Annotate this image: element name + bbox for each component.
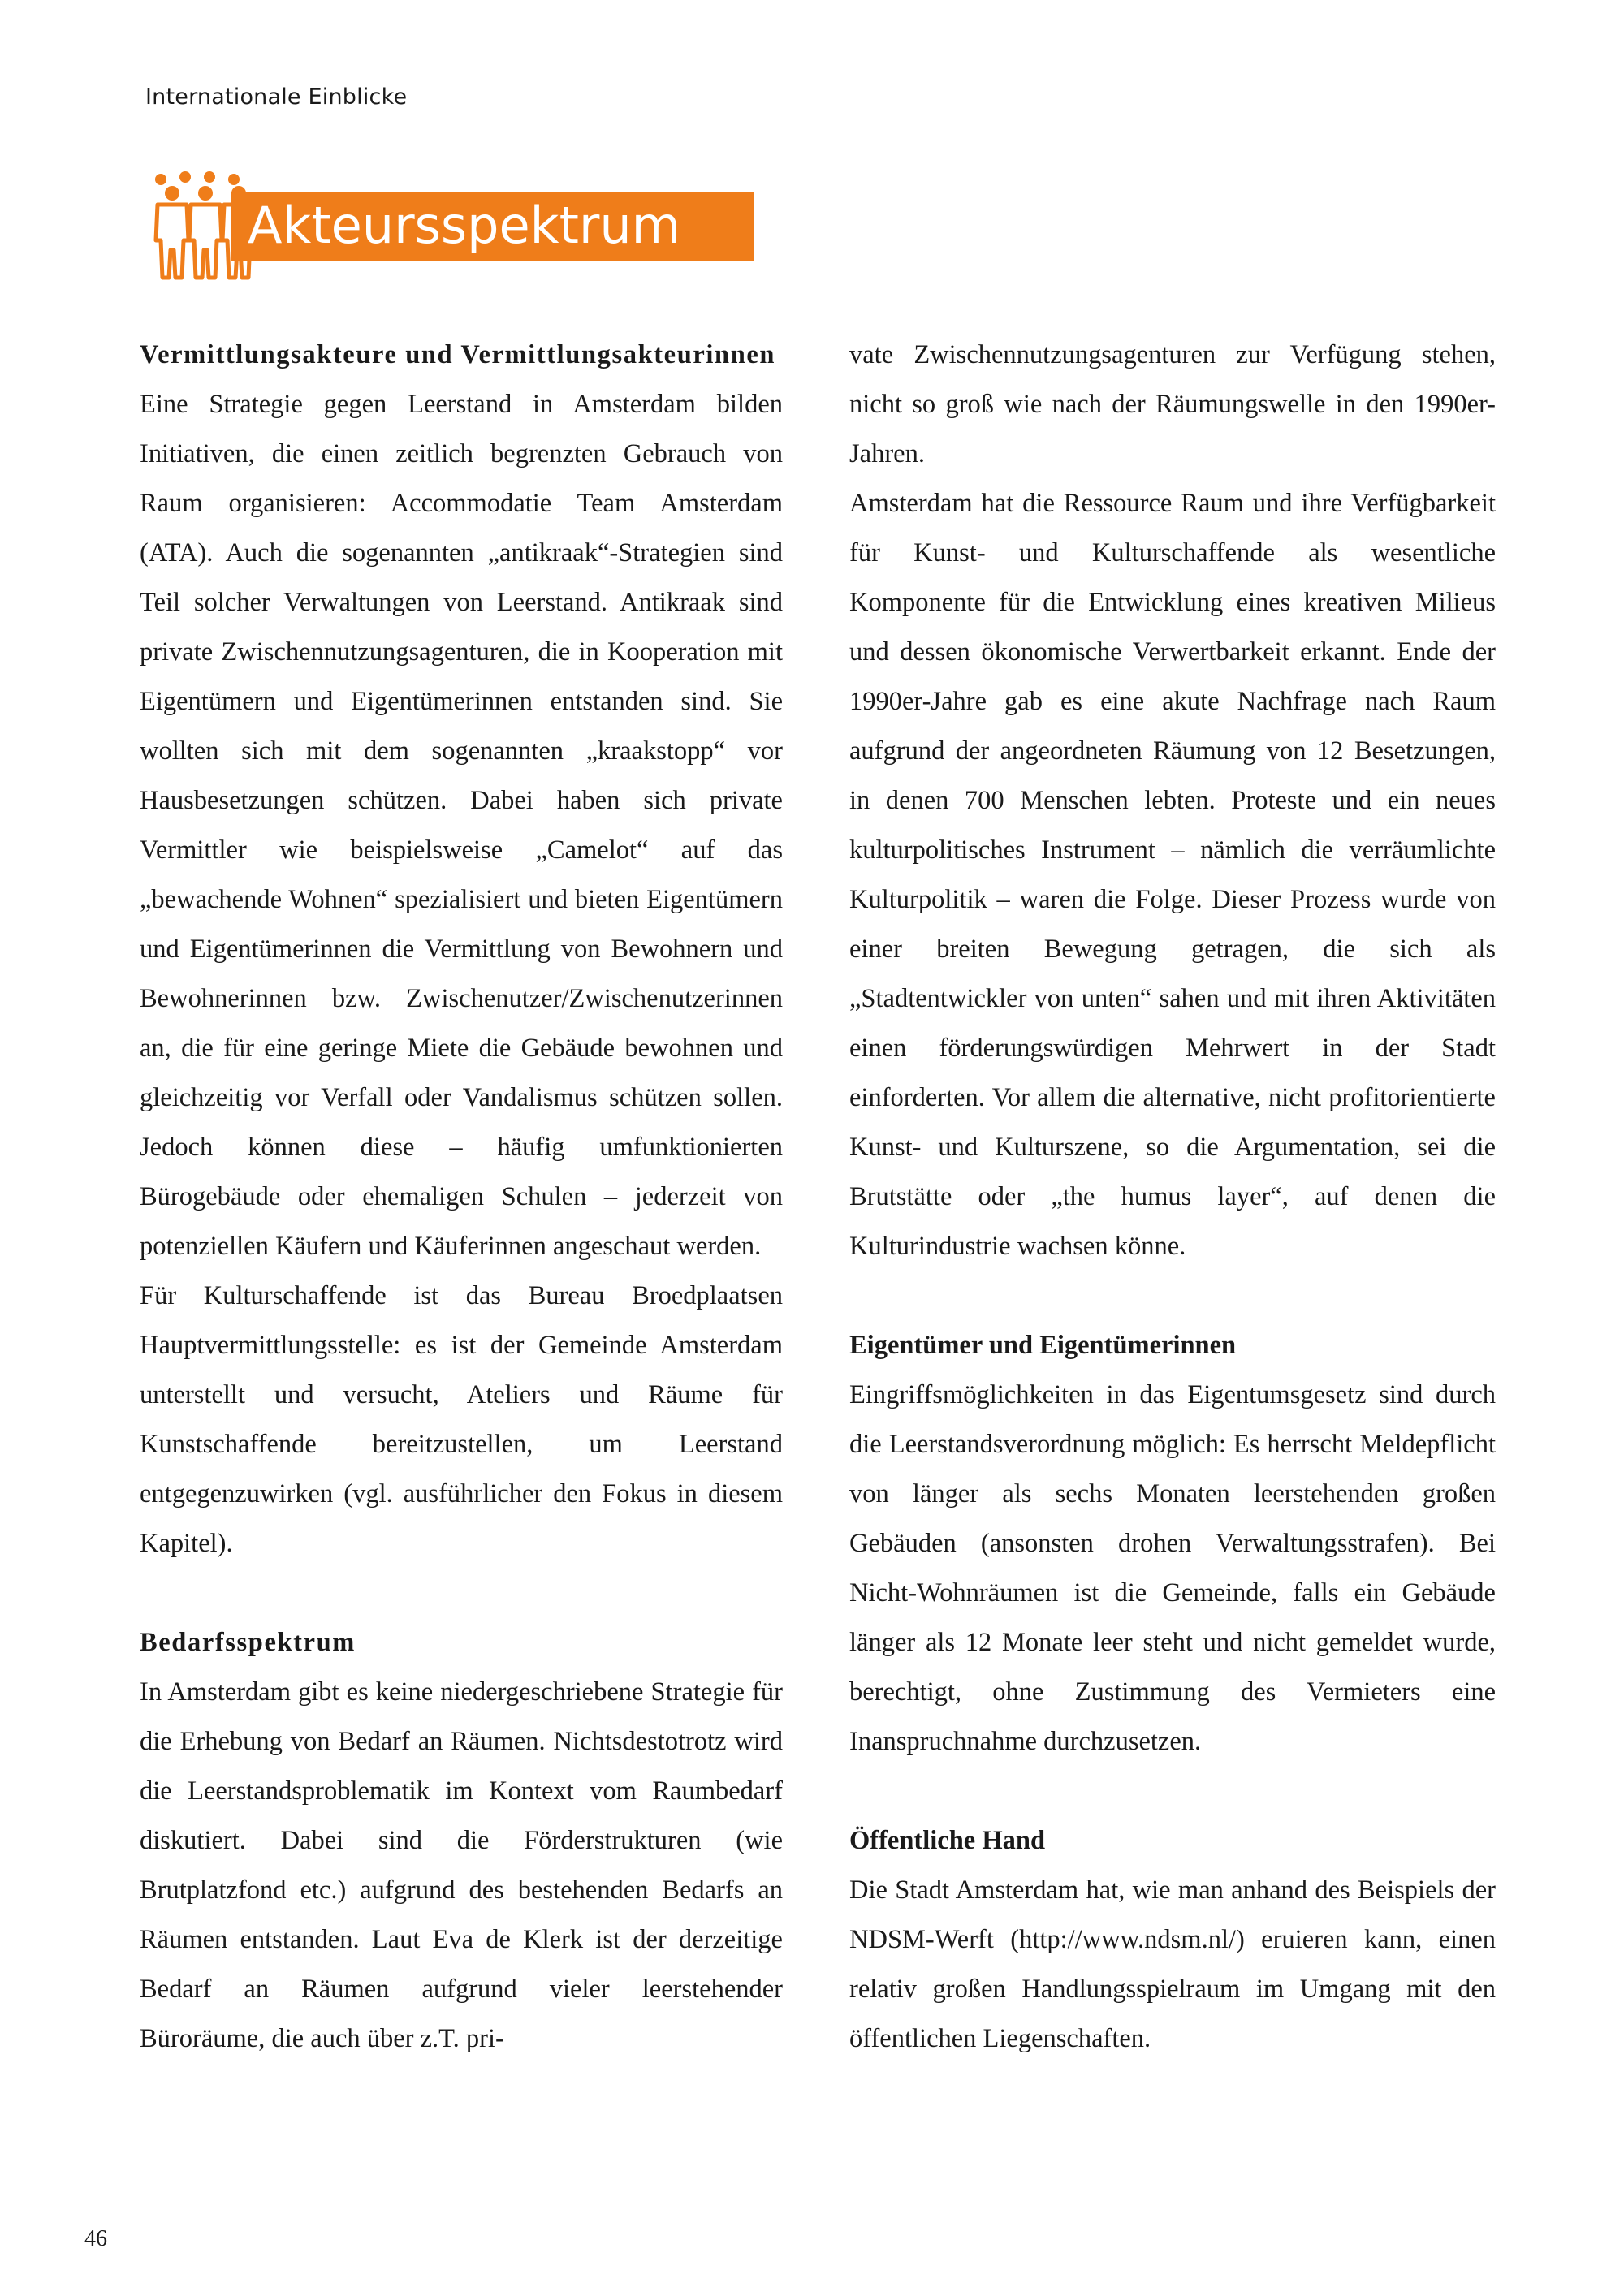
paragraph: Amsterdam hat die Ressource Raum und ihre Verfügbarkeit für Kunst- und Kulturschaffende als wesentliche Komponente für die Entwicklung eines kreativen Milieus und dessen ökonomische Verwertbarkeit erkannt. Ende der 1990er-Jahre gab es eine akute Nachfrage nach Raum aufgrund der angeordneten Räumung von 12 Besetzungen, in denen 700 Menschen lebten. Proteste und ein neues kulturpolitisches Instrument – nämlich die verräumlichte Kulturpolitik – waren die Folge. Dieser Prozess wurde von einer breiten Bewegung getragen, die sich als „Stadtentwickler von unten“ sahen und mit ihren Aktivitäten einen förderungswürdigen Mehrwert in der Stadt einforderten. Vor allem die alternative, nicht profitorientierte Kunst- und Kulturszene, so die Argumentation, sei die Brutstätte oder „the humus layer“, auf denen die Kulturindustrie wachsen könne. [849, 489, 1496, 1261]
paragraph: Eingriffsmöglichkeiten in das Eigentumsgesetz sind durch die Leerstandsverordnung möglich: Es herrscht Meldepflicht von länger als sechs Monaten leerstehenden großen Gebäuden (ansonsten drohen Verwaltungsstrafen). Bei Nicht-Wohnräumen ist die Gemeinde, falls ein Gebäude länger als 12 Monate leer steht und nicht gemeldet wurde, berechtigt, ohne Zustimmung des Vermieters eine Inanspruchnahme durchzusetzen. [849, 1380, 1496, 1756]
heading-oeffentliche-hand: Öffentliche Hand [849, 1826, 1046, 1855]
page-number: 46 [84, 2226, 107, 2251]
paragraph: In Amsterdam gibt es keine niedergeschriebene Strategie für die Erhebung von Bedarf an Räumen. Nichtsdestotrotz wird die Leerstandsproblematik im Kontext vom Raumbedarf diskutiert. Dabei sind die Förderstrukturen (wie Brutplatzfond etc.) aufgrund des bestehenden Bedarfs an Räumen entstanden. Laut Eva de Klerk ist der derzeitige Bedarf an Räumen aufgrund vieler leerstehender Büroräume, die auch über z.T. pri- [140, 1677, 783, 2053]
right-column [849, 330, 1496, 2064]
section-title-box [231, 192, 754, 261]
paragraph: vate Zwischennutzungsagenturen zur Verfügung stehen, nicht so groß wie nach der Räumungswelle in den 1990er-Jahren. [849, 340, 1496, 468]
heading-eigentuemer: Eigentümer und Eigentümerinnen [849, 1331, 1237, 1360]
paragraph: Die Stadt Amsterdam hat, wie man anhand des Beispiels der NDSM-Werft (http://www.ndsm.nl/) eruieren kann, einen relativ großen Handlungsspielraum im Umgang mit den öffentlichen Liegenschaften. [849, 1875, 1496, 2053]
left-column [140, 330, 783, 2064]
running-header: Internationale Einblicke [145, 84, 408, 110]
section-title: Akteursspektrum [248, 196, 681, 255]
heading-vermittlungsakteure: Vermittlungsakteure und Vermittlungsakteurinnen [140, 340, 776, 369]
heading-bedarfsspektrum: Bedarfsspektrum [140, 1628, 356, 1657]
paragraph: Für Kulturschaffende ist das Bureau Broedplaatsen Hauptvermittlungsstelle: es ist der Gemeinde Amsterdam unterstellt und versucht, Ateliers und Räume für Kunstschaffende bereitzustellen, um Leerstand entgegenzuwirken (vgl. ausführlicher den Fokus in diesem Kapitel). [140, 1281, 783, 1558]
paragraph: Eine Strategie gegen Leerstand in Amsterdam bilden Initiativen, die einen zeitlich begrenzten Gebrauch von Raum organisieren: Accommodatie Team Amsterdam (ATA). Auch die sogenannten „antikraak“-Strategien sind Teil solcher Verwaltungen von Leerstand. Antikraak sind private Zwischennutzungsagenturen, die in Kooperation mit Eigentümern und Eigentümerinnen entstanden sind. Sie wollten sich mit dem sogenannten „kraakstopp“ vor Hausbesetzungen schützen. Dabei haben sich private Vermittler wie beispielsweise „Camelot“ auf das „bewachende Wohnen“ spezialisiert und bieten Eigentümern und Eigentümerinnen die Vermittlung von Bewohnern und Bewohnerinnen bzw. Zwischenutzer/Zwischenutzerinnen an, die für eine geringe Miete die Gebäude bewohnen und gleichzeitig vor Verfall oder Vandalismus schützen sollen. Jedoch können diese – häufig umfunktionierten Bürogebäude oder ehemaligen Schulen – jederzeit von potenziellen Käufern und Käuferinnen angeschaut werden. [140, 390, 783, 1261]
